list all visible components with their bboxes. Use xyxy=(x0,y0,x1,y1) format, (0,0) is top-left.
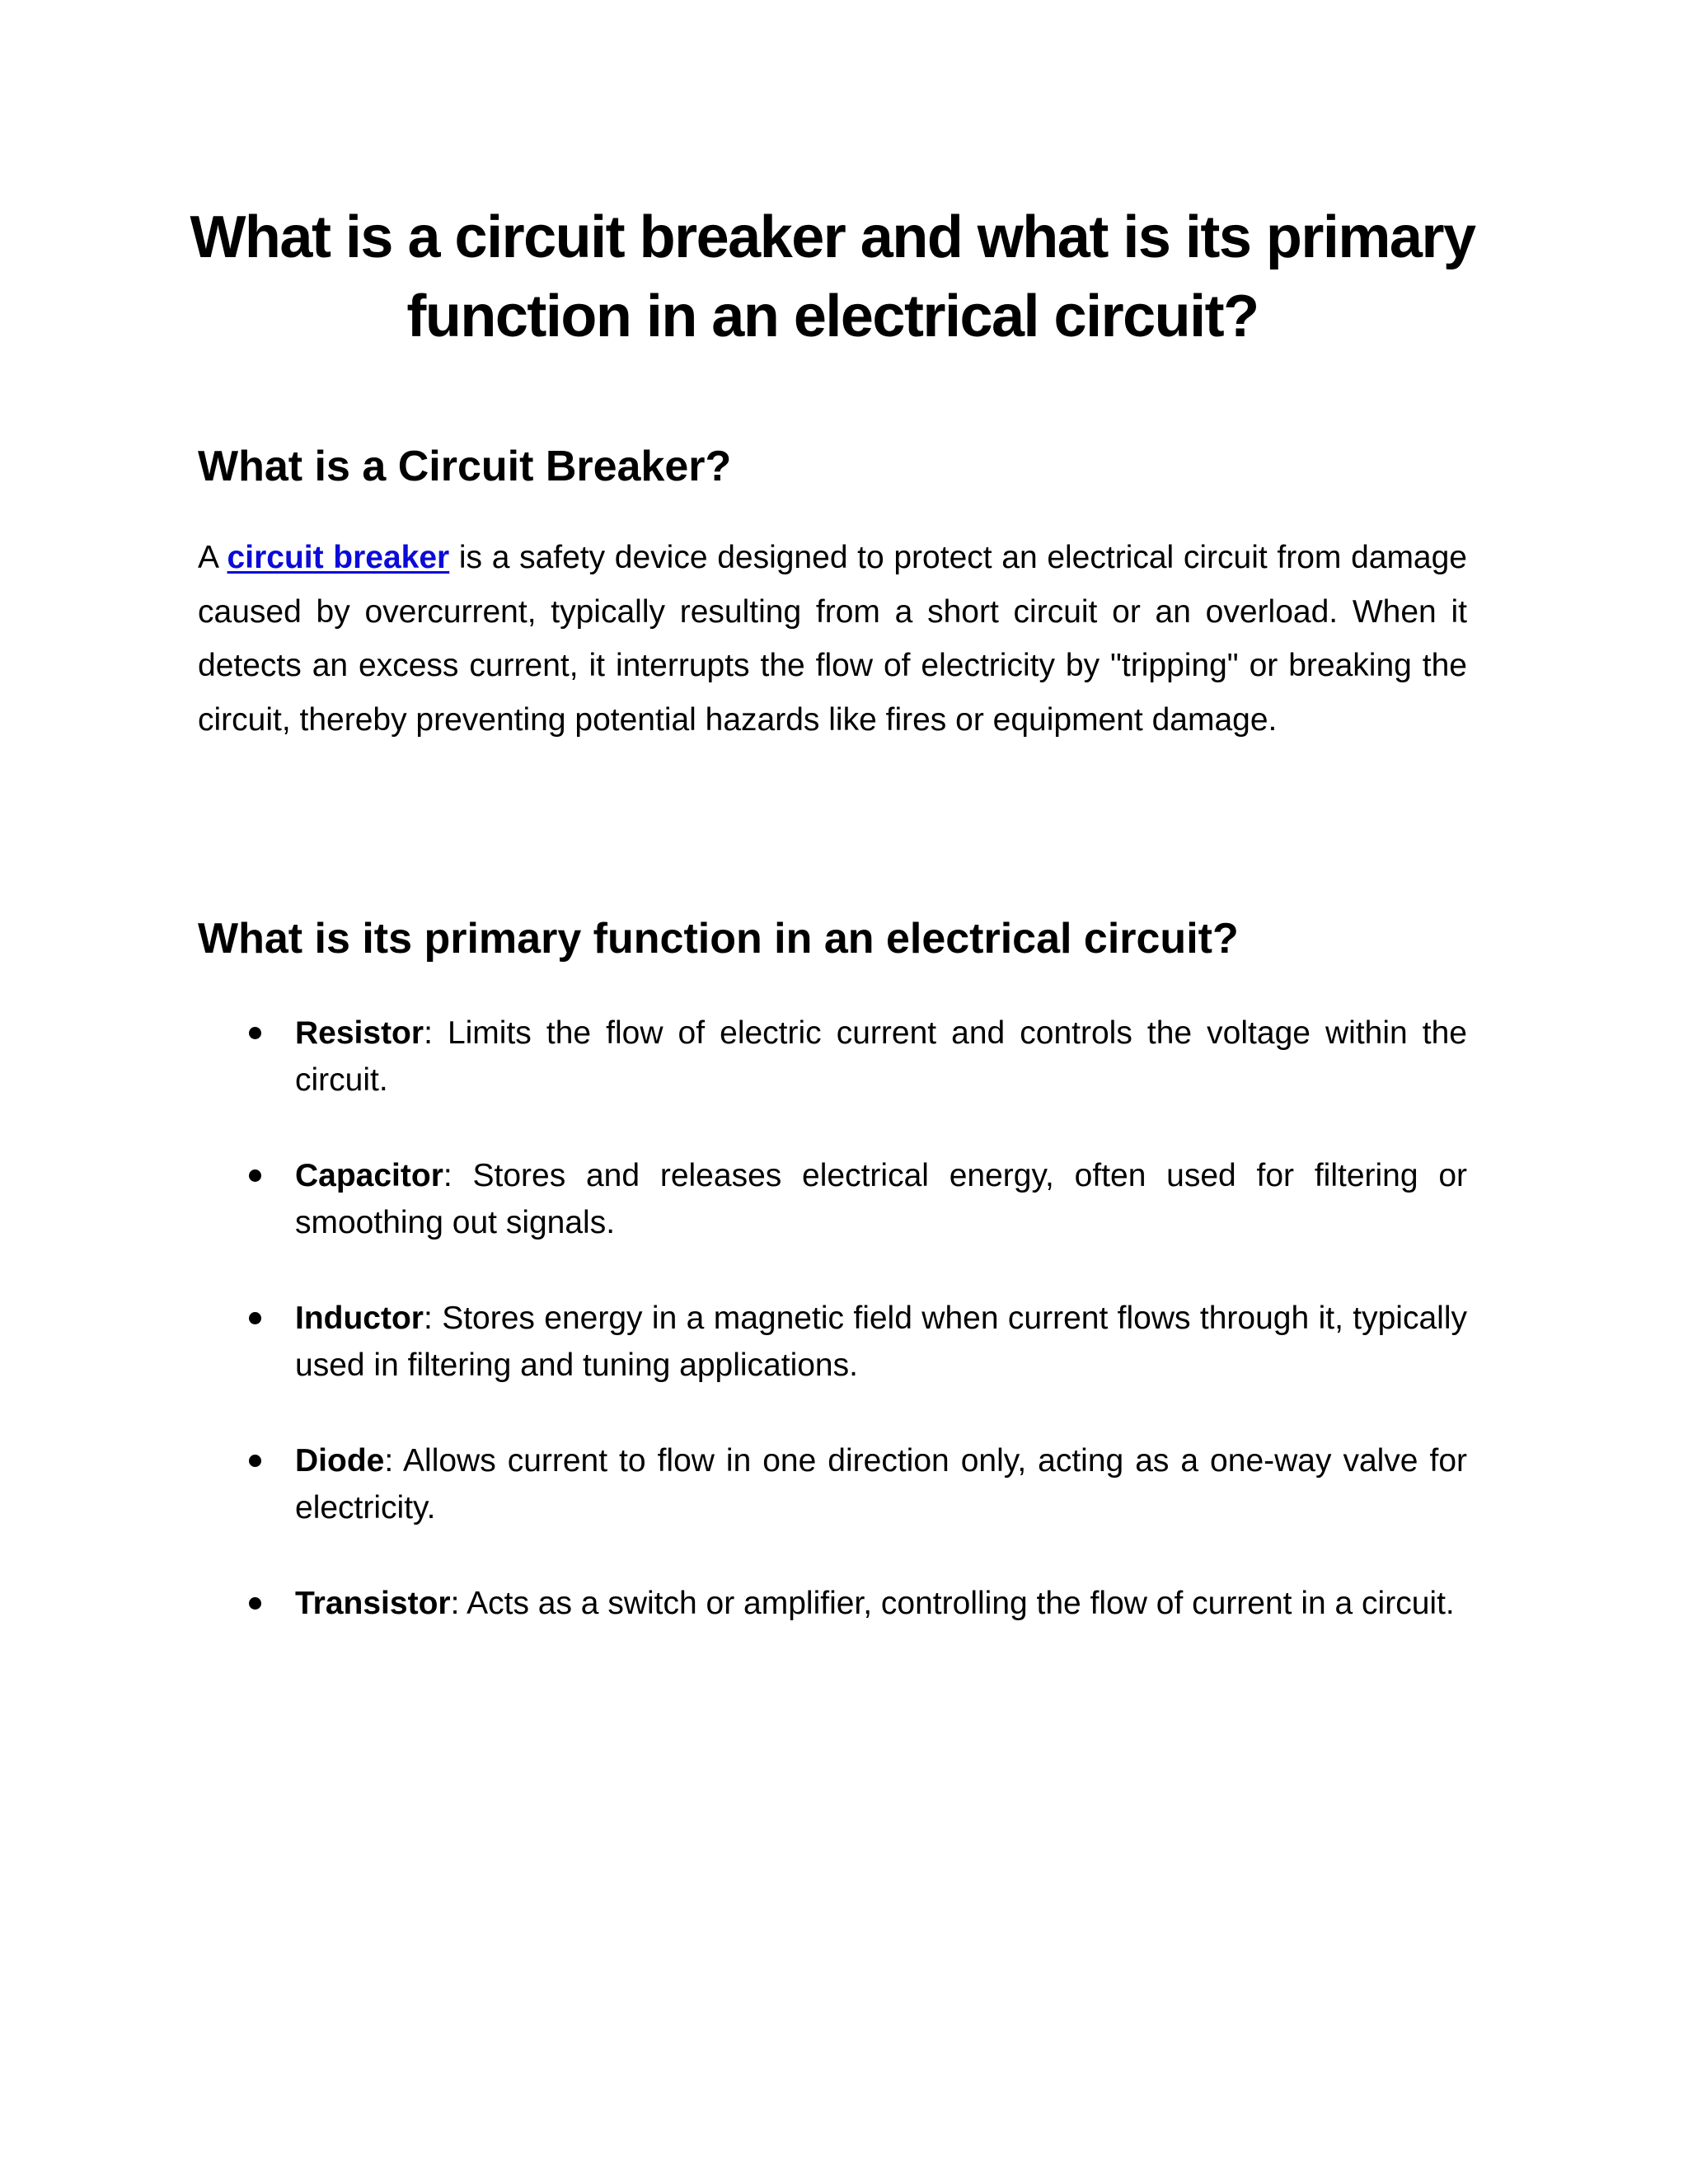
document-title: What is a circuit breaker and what is its primary function in an electrical circuit? xyxy=(190,204,1475,349)
bullet-icon xyxy=(249,1455,261,1467)
list-item xyxy=(198,1010,1467,1104)
list-item-description: : Stores energy in a magnetic field when current flows through it, typically used in filtering and tuning applications. xyxy=(295,1301,1467,1383)
list-item-term: Resistor xyxy=(295,1015,424,1051)
bullet-icon xyxy=(249,1169,261,1182)
list-item-description: : Limits the flow of electric current and controls the voltage within the circuit. xyxy=(295,1015,1467,1098)
intro-paragraph xyxy=(198,531,1467,747)
bullet-icon xyxy=(249,1312,261,1324)
list-item-term: Transistor xyxy=(295,1586,451,1621)
circuit-breaker-link[interactable]: circuit breaker xyxy=(227,540,450,575)
list-item-description: : Acts as a switch or amplifier, controlling the flow of current in a circuit. xyxy=(450,1586,1455,1621)
bullet-icon xyxy=(249,1597,261,1610)
section-heading-primary-function: What is its primary function in an electrical circuit? xyxy=(198,915,1239,963)
bullet-icon xyxy=(249,1027,261,1039)
list-item-description: : Allows current to flow in one direction only, acting as a one-way valve for electricity. xyxy=(295,1443,1467,1526)
section-heading-what-is: What is a Circuit Breaker? xyxy=(198,443,732,490)
list-item xyxy=(198,1580,1467,1627)
list-item-description: : Stores and releases electrical energy, often used for filtering or smoothing out signals. xyxy=(295,1158,1467,1240)
paragraph-body: is a safety device designed to protect an electrical circuit from damage caused by overcurrent, typically resulting from a short circuit or an overload. When it detects an excess current, it interrupts the flow of electricity by "tripping" or breaking the circuit, thereby preventing potential hazards like fires or equipment damage. xyxy=(198,540,1468,738)
component-list xyxy=(198,1010,1467,1675)
list-item xyxy=(198,1295,1467,1389)
list-item xyxy=(198,1152,1467,1246)
list-item xyxy=(198,1437,1467,1531)
list-item-term: Capacitor xyxy=(295,1158,443,1193)
list-item-term: Inductor xyxy=(295,1301,424,1336)
paragraph-prefix: A xyxy=(198,540,227,575)
list-item-term: Diode xyxy=(295,1443,385,1479)
